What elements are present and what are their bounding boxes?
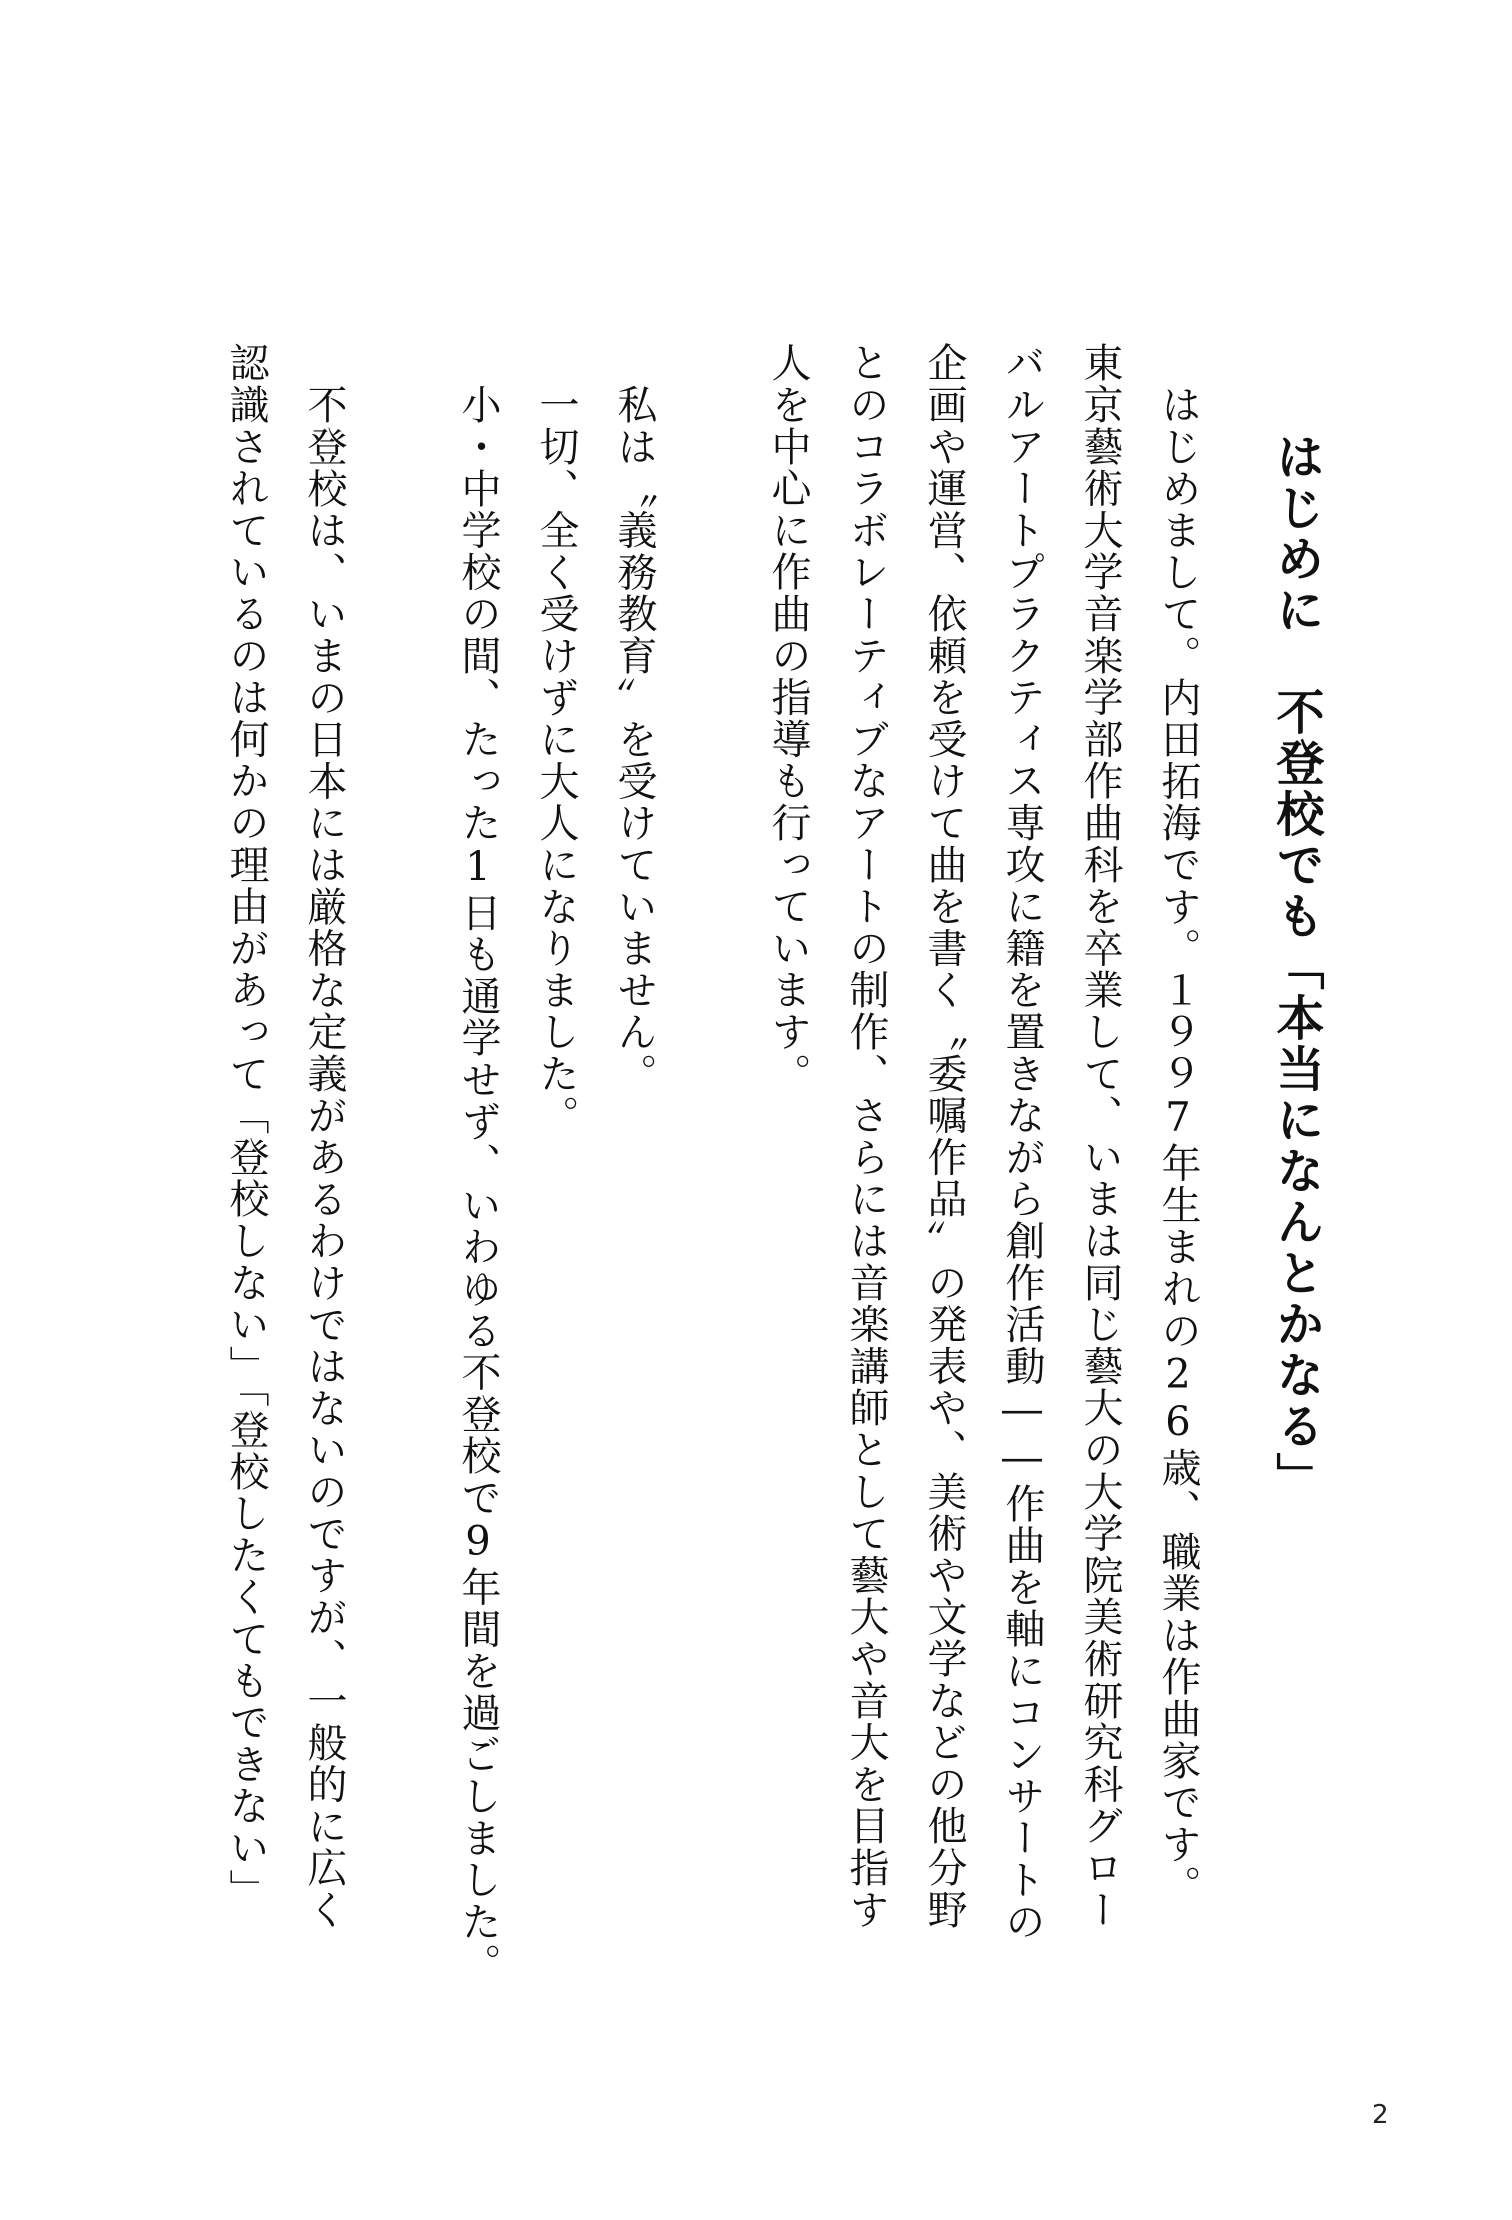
text-line: 人を中心に作曲の指導も行っています。 xyxy=(765,342,811,1095)
text-line: 一切、全く受けずに大人になりました。 xyxy=(533,384,579,1137)
text-line: 不登校は、いまの日本には厳格な定義があるわけではないのですが、一般的に広く xyxy=(301,384,347,1931)
text-line: とのコラボレーティブなアートの制作、さらには音楽講師として藝大や音大を目指す xyxy=(843,342,889,1931)
text-line: バルアートプラクティス専攻に籍を置きながら創作活動――作曲を軸にコンサートの xyxy=(999,342,1045,1943)
text-line: 東京藝術大学音楽学部作曲科を卒業して、いまは同じ藝大の大学院美術研究科グロー xyxy=(1077,342,1123,1931)
text-line: はじめまして。内田拓海です。１９９7年生まれの26歳、職業は作曲家です。 xyxy=(1155,384,1201,1907)
text-line: 企画や運営、依頼を受けて曲を書く〝委嘱作品〟の発表や、美術や文学などの他分野 xyxy=(921,342,967,1931)
text-line: 小・中学校の間、たった1日も通学せず、いわゆる不登校で9年間を過ごしました。 xyxy=(455,384,501,1985)
chapter-title: はじめに 不登校でも「本当になんとかなる」 xyxy=(1268,432,1324,1503)
page-number: 2 xyxy=(1372,2100,1389,2130)
text-line: 私は〝義務教育〟を受けていません。 xyxy=(611,384,657,1095)
text-line: 認識されているのは何かの理由があって「登校しない」「登校したくてもできない」 xyxy=(223,342,269,1911)
